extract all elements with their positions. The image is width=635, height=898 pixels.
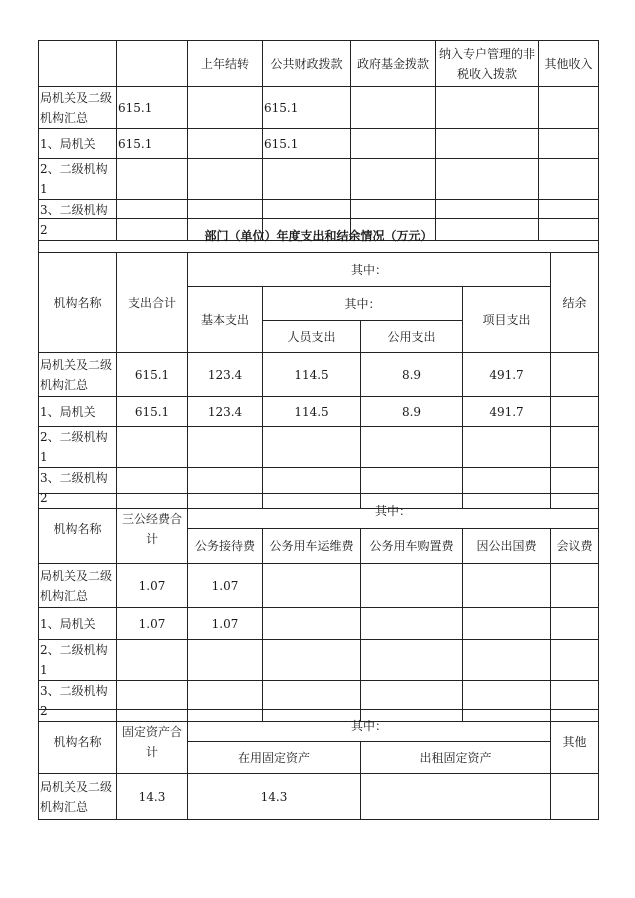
cell-meeting <box>551 564 599 608</box>
cell-other <box>551 774 599 820</box>
cell-total: 615.1 <box>117 353 188 397</box>
row-name: 2、二级机构1 <box>39 159 117 200</box>
cell-project: 491.7 <box>463 397 551 427</box>
row-name: 局机关及二级机构汇总 <box>39 353 117 397</box>
cell-total: 615.1 <box>117 129 188 159</box>
expense-header-among: 其中： <box>188 253 551 287</box>
income-header-blank-2 <box>117 41 188 87</box>
expense-header-basic: 基本支出 <box>188 287 263 353</box>
expense-header-row-1 <box>39 253 599 287</box>
income-header-public: 公共财政拨款 <box>263 41 351 87</box>
assets-header-in-use: 在用固定资产 <box>188 742 361 774</box>
expense-section-title: 部门（单位）年度支出和结余情况（万元） <box>39 219 599 253</box>
three-public-header-meeting: 会议费 <box>551 529 599 564</box>
assets-header-row-1 <box>39 710 599 742</box>
fixed-assets-table <box>38 709 599 820</box>
table-row <box>39 640 599 681</box>
cell-total: 14.3 <box>117 774 188 820</box>
row-name: 1、局机关 <box>39 608 117 640</box>
three-public-header-name: 机构名称 <box>39 494 117 564</box>
cell-car-run <box>263 640 361 681</box>
table-row <box>39 129 599 159</box>
row-name: 局机关及二级机构汇总 <box>39 774 117 820</box>
assets-header-other: 其他 <box>551 710 599 774</box>
three-public-header-car-buy: 公务用车购置费 <box>361 529 463 564</box>
assets-header-among: 其中： <box>188 710 551 742</box>
cell-other <box>539 129 599 159</box>
cell-total <box>117 427 188 468</box>
expense-header-project: 项目支出 <box>463 287 551 353</box>
expense-header-total: 支出合计 <box>117 253 188 353</box>
cell-basic <box>188 427 263 468</box>
three-public-header-row-1 <box>39 494 599 529</box>
table-row <box>39 159 599 200</box>
cell-car-run <box>263 608 361 640</box>
row-name: 2、二级机构1 <box>39 640 117 681</box>
cell-public: 8.9 <box>361 397 463 427</box>
cell-car-buy <box>361 564 463 608</box>
row-name: 局机关及二级机构汇总 <box>39 87 117 129</box>
table-row <box>39 427 599 468</box>
three-public-header-reception: 公务接待费 <box>188 529 263 564</box>
cell-total <box>117 640 188 681</box>
cell-total: 1.07 <box>117 608 188 640</box>
three-public-table <box>38 493 599 722</box>
cell-project: 491.7 <box>463 353 551 397</box>
cell-balance <box>551 353 599 397</box>
cell-basic: 123.4 <box>188 353 263 397</box>
cell-abroad <box>463 564 551 608</box>
assets-header-name: 机构名称 <box>39 710 117 774</box>
row-name: 1、局机关 <box>39 129 117 159</box>
row-name: 3、二级机构2 <box>39 468 117 509</box>
expense-header-public: 公用支出 <box>361 321 463 353</box>
cell-in-use: 14.3 <box>188 774 361 820</box>
assets-header-total: 固定资产合计 <box>117 710 188 774</box>
row-name: 3、二级机构2 <box>39 681 117 722</box>
income-header-other: 其他收入 <box>539 41 599 87</box>
table-row <box>39 87 599 129</box>
cell-public: 8.9 <box>361 353 463 397</box>
expense-header-balance: 结余 <box>551 253 599 353</box>
income-header-blank-1 <box>39 41 117 87</box>
table-row <box>39 397 599 427</box>
row-name: 2、二级机构1 <box>39 427 117 468</box>
expense-header-among-2: 其中： <box>263 287 463 321</box>
cell-meeting <box>551 640 599 681</box>
cell-fund <box>351 87 436 129</box>
three-public-header-among: 其中： <box>188 494 599 529</box>
cell-nontax <box>436 159 539 200</box>
cell-total: 615.1 <box>117 397 188 427</box>
cell-total: 1.07 <box>117 564 188 608</box>
assets-header-rented: 出租固定资产 <box>361 742 551 774</box>
table-row <box>39 774 599 820</box>
income-header-fund: 政府基金拨款 <box>351 41 436 87</box>
cell-public <box>361 427 463 468</box>
cell-meeting <box>551 608 599 640</box>
three-public-header-car-run: 公务用车运维费 <box>263 529 361 564</box>
cell-carry <box>188 87 263 129</box>
cell-total <box>117 159 188 200</box>
row-name: 1、局机关 <box>39 397 117 427</box>
cell-carry <box>188 129 263 159</box>
expense-header-name: 机构名称 <box>39 253 117 353</box>
cell-reception: 1.07 <box>188 564 263 608</box>
cell-abroad <box>463 608 551 640</box>
expense-header-staff: 人员支出 <box>263 321 361 353</box>
cell-car-run <box>263 564 361 608</box>
table-row <box>39 353 599 397</box>
cell-balance <box>551 397 599 427</box>
cell-staff: 114.5 <box>263 353 361 397</box>
cell-rented <box>361 774 551 820</box>
cell-abroad <box>463 640 551 681</box>
table-row <box>39 608 599 640</box>
cell-public: 615.1 <box>263 87 351 129</box>
cell-public: 615.1 <box>263 129 351 159</box>
cell-fund <box>351 159 436 200</box>
income-header-carry: 上年结转 <box>188 41 263 87</box>
cell-total: 615.1 <box>117 87 188 129</box>
cell-carry <box>188 159 263 200</box>
cell-nontax <box>436 129 539 159</box>
cell-staff: 114.5 <box>263 397 361 427</box>
cell-nontax <box>436 87 539 129</box>
cell-basic: 123.4 <box>188 397 263 427</box>
cell-balance <box>551 427 599 468</box>
cell-reception <box>188 640 263 681</box>
cell-car-buy <box>361 608 463 640</box>
three-public-header-abroad: 因公出国费 <box>463 529 551 564</box>
income-header-nontax: 纳入专户管理的非税收入拨款 <box>436 41 539 87</box>
cell-public <box>263 159 351 200</box>
cell-car-buy <box>361 640 463 681</box>
income-table <box>38 40 599 241</box>
cell-other <box>539 159 599 200</box>
income-header-row <box>39 41 599 87</box>
three-public-header-total: 三公经费合计 <box>117 494 188 564</box>
cell-staff <box>263 427 361 468</box>
row-name: 3、二级机构2 <box>39 200 117 241</box>
cell-project <box>463 427 551 468</box>
cell-reception: 1.07 <box>188 608 263 640</box>
expense-title-row <box>39 219 599 253</box>
row-name: 局机关及二级机构汇总 <box>39 564 117 608</box>
cell-fund <box>351 129 436 159</box>
table-row <box>39 564 599 608</box>
cell-other <box>539 87 599 129</box>
expense-table <box>38 218 599 509</box>
